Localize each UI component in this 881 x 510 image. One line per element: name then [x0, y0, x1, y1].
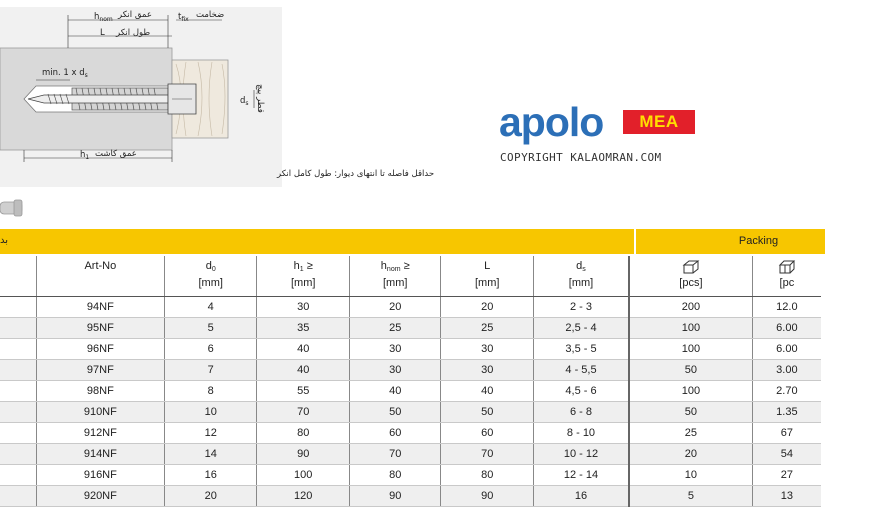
apolo-wordmark: apolo — [499, 99, 604, 145]
cell-hnom: 60 — [349, 423, 441, 444]
box-icon — [683, 260, 699, 274]
cell-pack-carton: 6.00 — [752, 339, 821, 360]
cell-L: 30 — [441, 360, 533, 381]
cell-ds: 16 — [533, 486, 629, 507]
cell-ds: 10 - 12 — [533, 444, 629, 465]
tfix-symbol: $t_{fix}$ — [178, 12, 189, 23]
cell-L: 90 — [441, 486, 533, 507]
cell-hnom: 50 — [349, 402, 441, 423]
col-ds: $d_s$ [mm] — [533, 256, 629, 297]
cell-d0: 16 — [164, 465, 256, 486]
cell-art-no: 97NF — [36, 360, 164, 381]
cell-L: 60 — [441, 423, 533, 444]
cell-art-no: 910NF — [36, 402, 164, 423]
cell-h1: 40 — [257, 339, 349, 360]
cell-pack-box: 5 — [629, 486, 752, 507]
col-empty — [0, 256, 36, 297]
cell-pack-box: 100 — [629, 318, 752, 339]
cell-h1: 70 — [257, 402, 349, 423]
table-header-bar — [0, 229, 634, 254]
anchor-thumbnail-icon — [0, 196, 24, 220]
cell-art-no: 94NF — [36, 297, 164, 318]
cell-L: 70 — [441, 444, 533, 465]
tfix-label: ضخامت — [196, 10, 225, 20]
cell-d0: 4 — [164, 297, 256, 318]
table-row — [0, 360, 821, 381]
cell-d0: 12 — [164, 423, 256, 444]
cell-d0: 7 — [164, 360, 256, 381]
cell-empty — [0, 423, 36, 444]
cell-ds: 6 - 8 — [533, 402, 629, 423]
cell-pack-carton: 6.00 — [752, 318, 821, 339]
table-row — [0, 339, 821, 360]
cell-h1: 40 — [257, 360, 349, 381]
cell-art-no: 95NF — [36, 318, 164, 339]
cell-art-no: 96NF — [36, 339, 164, 360]
hnom-symbol: $h_{nom}$ — [94, 12, 113, 23]
col-L: L [mm] — [441, 256, 533, 297]
packing-label: Packing — [738, 235, 779, 247]
anchor-installation-diagram — [0, 0, 435, 190]
cell-art-no: 98NF — [36, 381, 164, 402]
cell-pack-box: 20 — [629, 444, 752, 465]
spec-table — [0, 256, 821, 507]
col-art-no: Art-No — [36, 256, 164, 297]
cell-L: 40 — [441, 381, 533, 402]
brand-logo — [499, 100, 699, 170]
table-row — [0, 297, 821, 318]
cell-L: 80 — [441, 465, 533, 486]
cell-art-no: 912NF — [36, 423, 164, 444]
cell-ds: 8 - 10 — [533, 423, 629, 444]
cell-pack-carton: 3.00 — [752, 360, 821, 381]
cell-pack-carton: 1.35 — [752, 402, 821, 423]
cell-pack-carton: 13 — [752, 486, 821, 507]
cell-hnom: 30 — [349, 360, 441, 381]
table-header-row — [0, 256, 821, 297]
cell-d0: 14 — [164, 444, 256, 465]
cell-pack-carton: 2.70 — [752, 381, 821, 402]
cell-empty — [0, 318, 36, 339]
table-row — [0, 381, 821, 402]
cell-h1: 120 — [257, 486, 349, 507]
cell-h1: 80 — [257, 423, 349, 444]
cell-h1: 100 — [257, 465, 349, 486]
cell-L: 20 — [441, 297, 533, 318]
cell-art-no: 916NF — [36, 465, 164, 486]
table-row — [0, 318, 821, 339]
col-pack-carton: [pc — [752, 256, 821, 297]
cell-empty — [0, 402, 36, 423]
col-hnom: $h_{nom}$ ≥ [mm] — [349, 256, 441, 297]
cell-pack-carton: 27 — [752, 465, 821, 486]
cell-d0: 5 — [164, 318, 256, 339]
cell-d0: 10 — [164, 402, 256, 423]
copyright-text: COPYRIGHT KALAOMRAN.COM — [500, 151, 662, 164]
cell-pack-box: 50 — [629, 360, 752, 381]
cell-empty — [0, 381, 36, 402]
cell-L: 30 — [441, 339, 533, 360]
cell-hnom: 25 — [349, 318, 441, 339]
cell-hnom: 40 — [349, 381, 441, 402]
cell-empty — [0, 444, 36, 465]
min-distance-label: min. 1 x $d_s$ — [42, 68, 88, 79]
ds-symbol: $d_s$ — [240, 96, 249, 107]
caption-line: حداقل فاصله تا انتهای دیوار: طول کامل انکر — [277, 169, 435, 179]
col-pack-box: [pcs] — [629, 256, 752, 297]
cell-d0: 6 — [164, 339, 256, 360]
cell-ds: 2 - 3 — [533, 297, 629, 318]
L-symbol: L — [100, 28, 105, 38]
cell-empty — [0, 486, 36, 507]
h1-symbol: $h_1$ — [80, 150, 90, 161]
cell-empty — [0, 465, 36, 486]
cell-h1: 90 — [257, 444, 349, 465]
col-h1: $h_1$ ≥ [mm] — [257, 256, 349, 297]
table-row — [0, 402, 821, 423]
table-row — [0, 444, 821, 465]
cell-L: 50 — [441, 402, 533, 423]
col-d0: $d_0$ [mm] — [164, 256, 256, 297]
cell-hnom: 70 — [349, 444, 441, 465]
cell-pack-carton: 54 — [752, 444, 821, 465]
cell-pack-box: 25 — [629, 423, 752, 444]
cell-pack-box: 10 — [629, 465, 752, 486]
cell-ds: 2,5 - 4 — [533, 318, 629, 339]
hnom-label: عمق انکر — [118, 10, 152, 20]
cell-hnom: 80 — [349, 465, 441, 486]
table-body — [0, 297, 821, 507]
spec-table-section — [0, 229, 825, 510]
cell-ds: 4,5 - 6 — [533, 381, 629, 402]
cell-h1: 35 — [257, 318, 349, 339]
cell-pack-box: 100 — [629, 381, 752, 402]
cell-ds: 12 - 14 — [533, 465, 629, 486]
cell-art-no: 920NF — [36, 486, 164, 507]
table-row — [0, 486, 821, 507]
cell-empty — [0, 297, 36, 318]
h1-label: عمق کاشت — [95, 149, 137, 159]
cell-h1: 55 — [257, 381, 349, 402]
cell-ds: 3,5 - 5 — [533, 339, 629, 360]
cell-pack-box: 50 — [629, 402, 752, 423]
cell-d0: 20 — [164, 486, 256, 507]
cell-pack-carton: 67 — [752, 423, 821, 444]
L-label: طول انکر — [116, 28, 151, 38]
cell-pack-box: 100 — [629, 339, 752, 360]
screw-diameter-label: قطر پیچ — [255, 84, 265, 113]
table-row — [0, 465, 821, 486]
cell-L: 25 — [441, 318, 533, 339]
cell-pack-carton: 12.0 — [752, 297, 821, 318]
cell-hnom: 90 — [349, 486, 441, 507]
cell-pack-box: 200 — [629, 297, 752, 318]
cell-d0: 8 — [164, 381, 256, 402]
cell-art-no: 914NF — [36, 444, 164, 465]
cell-empty — [0, 339, 36, 360]
mea-badge: MEA — [623, 110, 695, 134]
screw — [28, 95, 168, 103]
cell-hnom: 30 — [349, 339, 441, 360]
carton-icon — [779, 260, 795, 274]
cell-ds: 4 - 5,5 — [533, 360, 629, 381]
cell-h1: 30 — [257, 297, 349, 318]
cell-empty — [0, 360, 36, 381]
header-left-fragment: بد — [0, 235, 9, 246]
table-row — [0, 423, 821, 444]
cell-hnom: 20 — [349, 297, 441, 318]
